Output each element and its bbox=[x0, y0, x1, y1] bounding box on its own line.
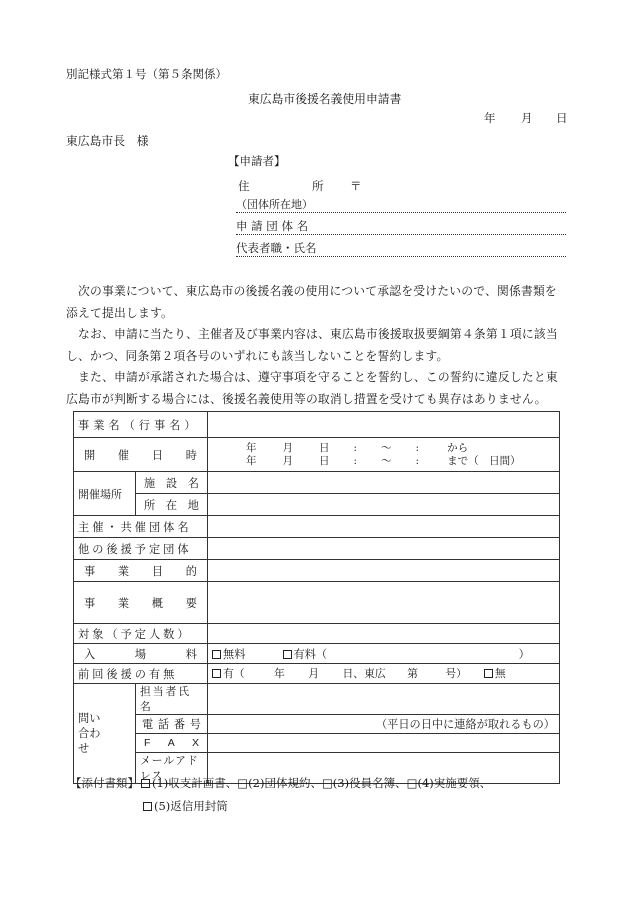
date-day: 日 bbox=[556, 111, 568, 125]
org-name-field[interactable] bbox=[236, 218, 566, 235]
location-input[interactable] bbox=[208, 494, 560, 516]
period-input[interactable] bbox=[208, 438, 560, 472]
address-label-1: 住 bbox=[238, 179, 250, 193]
fax-label: F A X bbox=[136, 734, 208, 753]
org-location-field[interactable] bbox=[236, 196, 566, 213]
venue-label: 開催場所 bbox=[74, 472, 136, 516]
audience-input[interactable] bbox=[208, 624, 560, 644]
contact-label: 問い 合わ せ bbox=[74, 684, 136, 784]
application-table bbox=[73, 411, 560, 784]
period-line-1: 年 月 日 : ～ : から bbox=[246, 441, 469, 454]
previous-yes-checkbox[interactable] bbox=[212, 669, 221, 678]
attachment-checkbox[interactable] bbox=[141, 779, 150, 788]
attachments-label: 【添付書類】 bbox=[70, 776, 139, 790]
paragraph-2: なお、申請に当たり、主催者及び事業内容は、東広島市後援取扱要綱第４条第１項に該当し、かつ、同条第２項各号のいずれにも該当しないことを誓約します。 bbox=[66, 327, 558, 363]
paragraph-3: また、申請が承諾された場合は、遵守事項を守ることを誓約し、この誓約に違反したと東広島市が判断する場合には、後援名義使用等の取消し措置を受けても異存はありません。 bbox=[66, 370, 558, 406]
table-row bbox=[74, 516, 560, 538]
other-supporters-input[interactable] bbox=[208, 538, 560, 560]
addressee: 東広島市長 様 bbox=[66, 134, 149, 148]
contact-person-label: 担当者氏名 bbox=[136, 684, 208, 715]
event-name-input[interactable] bbox=[208, 412, 560, 438]
admission-input[interactable]: 無料 有料（ ） bbox=[208, 644, 560, 664]
table-row bbox=[74, 438, 560, 472]
email-label: メールアドレス bbox=[136, 753, 208, 784]
applicant-heading: 【申請者】 bbox=[228, 154, 286, 168]
postal-mark: 〒 bbox=[350, 179, 362, 193]
org-name-label: 申 請 団 体 名 bbox=[236, 219, 309, 233]
paid-checkbox[interactable] bbox=[283, 650, 292, 659]
table-row bbox=[74, 472, 560, 494]
table-row bbox=[74, 734, 560, 753]
representative-field[interactable] bbox=[236, 240, 566, 257]
table-row bbox=[74, 644, 560, 664]
previous-input[interactable]: 有（ 年 月 日、東広 第 号） 無 bbox=[208, 664, 560, 684]
event-name-label: 事業名（行事名） bbox=[74, 412, 208, 438]
phone-note: （平日の日中に連絡が取れるもの） bbox=[375, 718, 555, 731]
facility-label: 施 設 名 bbox=[136, 472, 208, 494]
admission-label: 入 場 料 bbox=[74, 644, 208, 664]
attachments-line-2: (5)返信用封筒 bbox=[143, 798, 228, 814]
table-row bbox=[74, 715, 560, 734]
summary-input[interactable] bbox=[208, 582, 560, 624]
table-row bbox=[74, 560, 560, 582]
period-label: 開 催 日 時 bbox=[74, 438, 208, 472]
table-row bbox=[74, 624, 560, 644]
purpose-label: 事 業 目 的 bbox=[74, 560, 208, 582]
representative-label: 代表者職・氏名 bbox=[236, 241, 317, 255]
phone-input[interactable] bbox=[208, 715, 560, 734]
org-location-label: （団体所在地） bbox=[236, 198, 313, 211]
facility-input[interactable] bbox=[208, 472, 560, 494]
table-row bbox=[74, 664, 560, 684]
previous-no-checkbox[interactable] bbox=[484, 669, 493, 678]
paragraph-1: 次の事業について、東広島市の後援名義の使用について承認を受けたいので、関係書類を添えて提出します。 bbox=[66, 284, 557, 320]
date-month: 月 bbox=[521, 111, 533, 125]
organizer-input[interactable] bbox=[208, 516, 560, 538]
other-supporters-label: 他の後援予定団体 bbox=[74, 538, 208, 560]
period-line-2: 年 月 日 : ～ : まで（ 日間） bbox=[246, 454, 521, 467]
previous-label: 前回後援の有無 bbox=[74, 664, 208, 684]
address-label-2: 所 bbox=[312, 179, 324, 193]
organizer-label: 主催・共催団体名 bbox=[74, 516, 208, 538]
form-number: 別記様式第１号（第５条関係） bbox=[66, 67, 227, 81]
audience-label: 対象（予定人数） bbox=[74, 624, 208, 644]
date-year: 年 bbox=[484, 111, 496, 125]
fax-input[interactable] bbox=[208, 734, 560, 753]
table-row bbox=[74, 412, 560, 438]
contact-person-input[interactable] bbox=[208, 684, 560, 715]
table-row bbox=[74, 582, 560, 624]
summary-label: 事 業 概 要 bbox=[74, 582, 208, 624]
table-row bbox=[74, 538, 560, 560]
attachments-line-1: 【添付書類】 (1)収支計画書、□(2)団体規約、□(3)役員名簿、□(4)実施要領、 bbox=[70, 776, 492, 790]
free-checkbox[interactable] bbox=[212, 650, 221, 659]
table-row bbox=[74, 494, 560, 516]
location-label: 所 在 地 bbox=[136, 494, 208, 516]
table-row bbox=[74, 684, 560, 715]
page-title: 東広島市後援名義使用申請書 bbox=[248, 92, 402, 106]
attachment-checkbox[interactable] bbox=[143, 802, 152, 811]
phone-label: 電 話 番 号 bbox=[136, 715, 208, 734]
purpose-input[interactable] bbox=[208, 560, 560, 582]
